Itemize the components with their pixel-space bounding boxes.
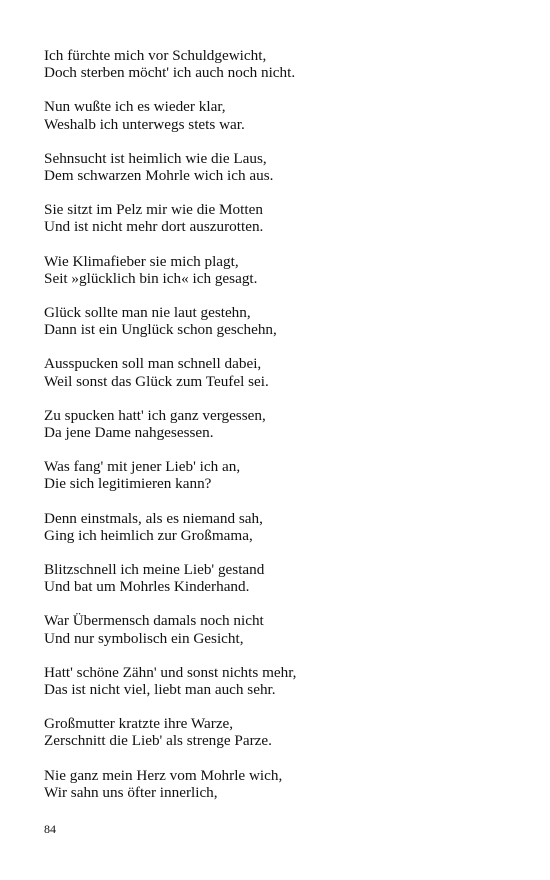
verse-line: Wir sahn uns öfter innerlich, [44,783,218,801]
verse-line: Hatt' schöne Zähn' und sonst nichts mehr, [44,663,297,681]
verse-line: Dem schwarzen Mohrle wich ich aus. [44,167,274,185]
stanza [44,715,514,749]
verse-line: Seit »glücklich bin ich« ich gesagt. [44,269,258,287]
verse-line: Denn einstmals, als es niemand sah, [44,509,263,527]
verse-line: Zu spucken hatt' ich ganz vergessen, [44,406,266,424]
stanza [44,664,514,698]
verse-line: Blitzschnell ich meine Lieb' gestand [44,561,265,579]
verse-line: Nun wußte ich es wieder klar, [44,98,226,116]
verse-line: Zerschnitt die Lieb' als strenge Parze. [44,732,272,750]
verse-line: Da jene Dame nahgesessen. [44,424,214,442]
verse-line: Und bat um Mohrles Kinderhand. [44,578,250,596]
stanza [44,355,514,389]
verse-line: Dann ist ein Unglück schon geschehn, [44,321,277,339]
verse-line: Weil sonst das Glück zum Teufel sei. [44,372,269,390]
verse-line: Und nur symbolisch ein Gesicht, [44,629,244,647]
stanza [44,612,514,646]
verse-line: Großmutter kratzte ihre Warze, [44,715,234,733]
stanza [44,201,514,235]
verse-line: Sie sitzt im Pelz mir wie die Motten [44,201,263,219]
stanza [44,767,514,801]
verse-line: Ging ich heimlich zur Großmama, [44,526,253,544]
stanza [44,304,514,338]
verse-line: Ich fürchte mich vor Schuldgewicht, [44,47,267,64]
verse-line: Was fang' mit jener Lieb' ich an, [44,458,241,476]
stanza [44,47,514,81]
stanza [44,407,514,441]
verse-line: Sehnsucht ist heimlich wie die Laus, [44,149,267,167]
stanza [44,253,514,287]
verse-line: Die sich legitimieren kann? [44,475,212,493]
poem-text [44,47,514,818]
stanza [44,458,514,492]
verse-line: War Übermensch damals noch nicht [44,612,264,630]
verse-line: Doch sterben möcht' ich auch noch nicht. [44,64,296,82]
verse-line: Weshalb ich unterwegs stets war. [44,115,245,133]
stanza [44,510,514,544]
page-number: 84 [44,822,56,836]
stanza [44,561,514,595]
verse-line: Und ist nicht mehr dort auszurotten. [44,218,264,236]
verse-line: Ausspucken soll man schnell dabei, [44,355,262,373]
verse-line: Das ist nicht viel, liebt man auch sehr. [44,681,276,699]
verse-line: Glück sollte man nie laut gestehn, [44,304,251,322]
verse-line: Nie ganz mein Herz vom Mohrle wich, [44,766,283,784]
stanza [44,98,514,132]
stanza [44,150,514,184]
verse-line: Wie Klimafieber sie mich plagt, [44,252,239,270]
